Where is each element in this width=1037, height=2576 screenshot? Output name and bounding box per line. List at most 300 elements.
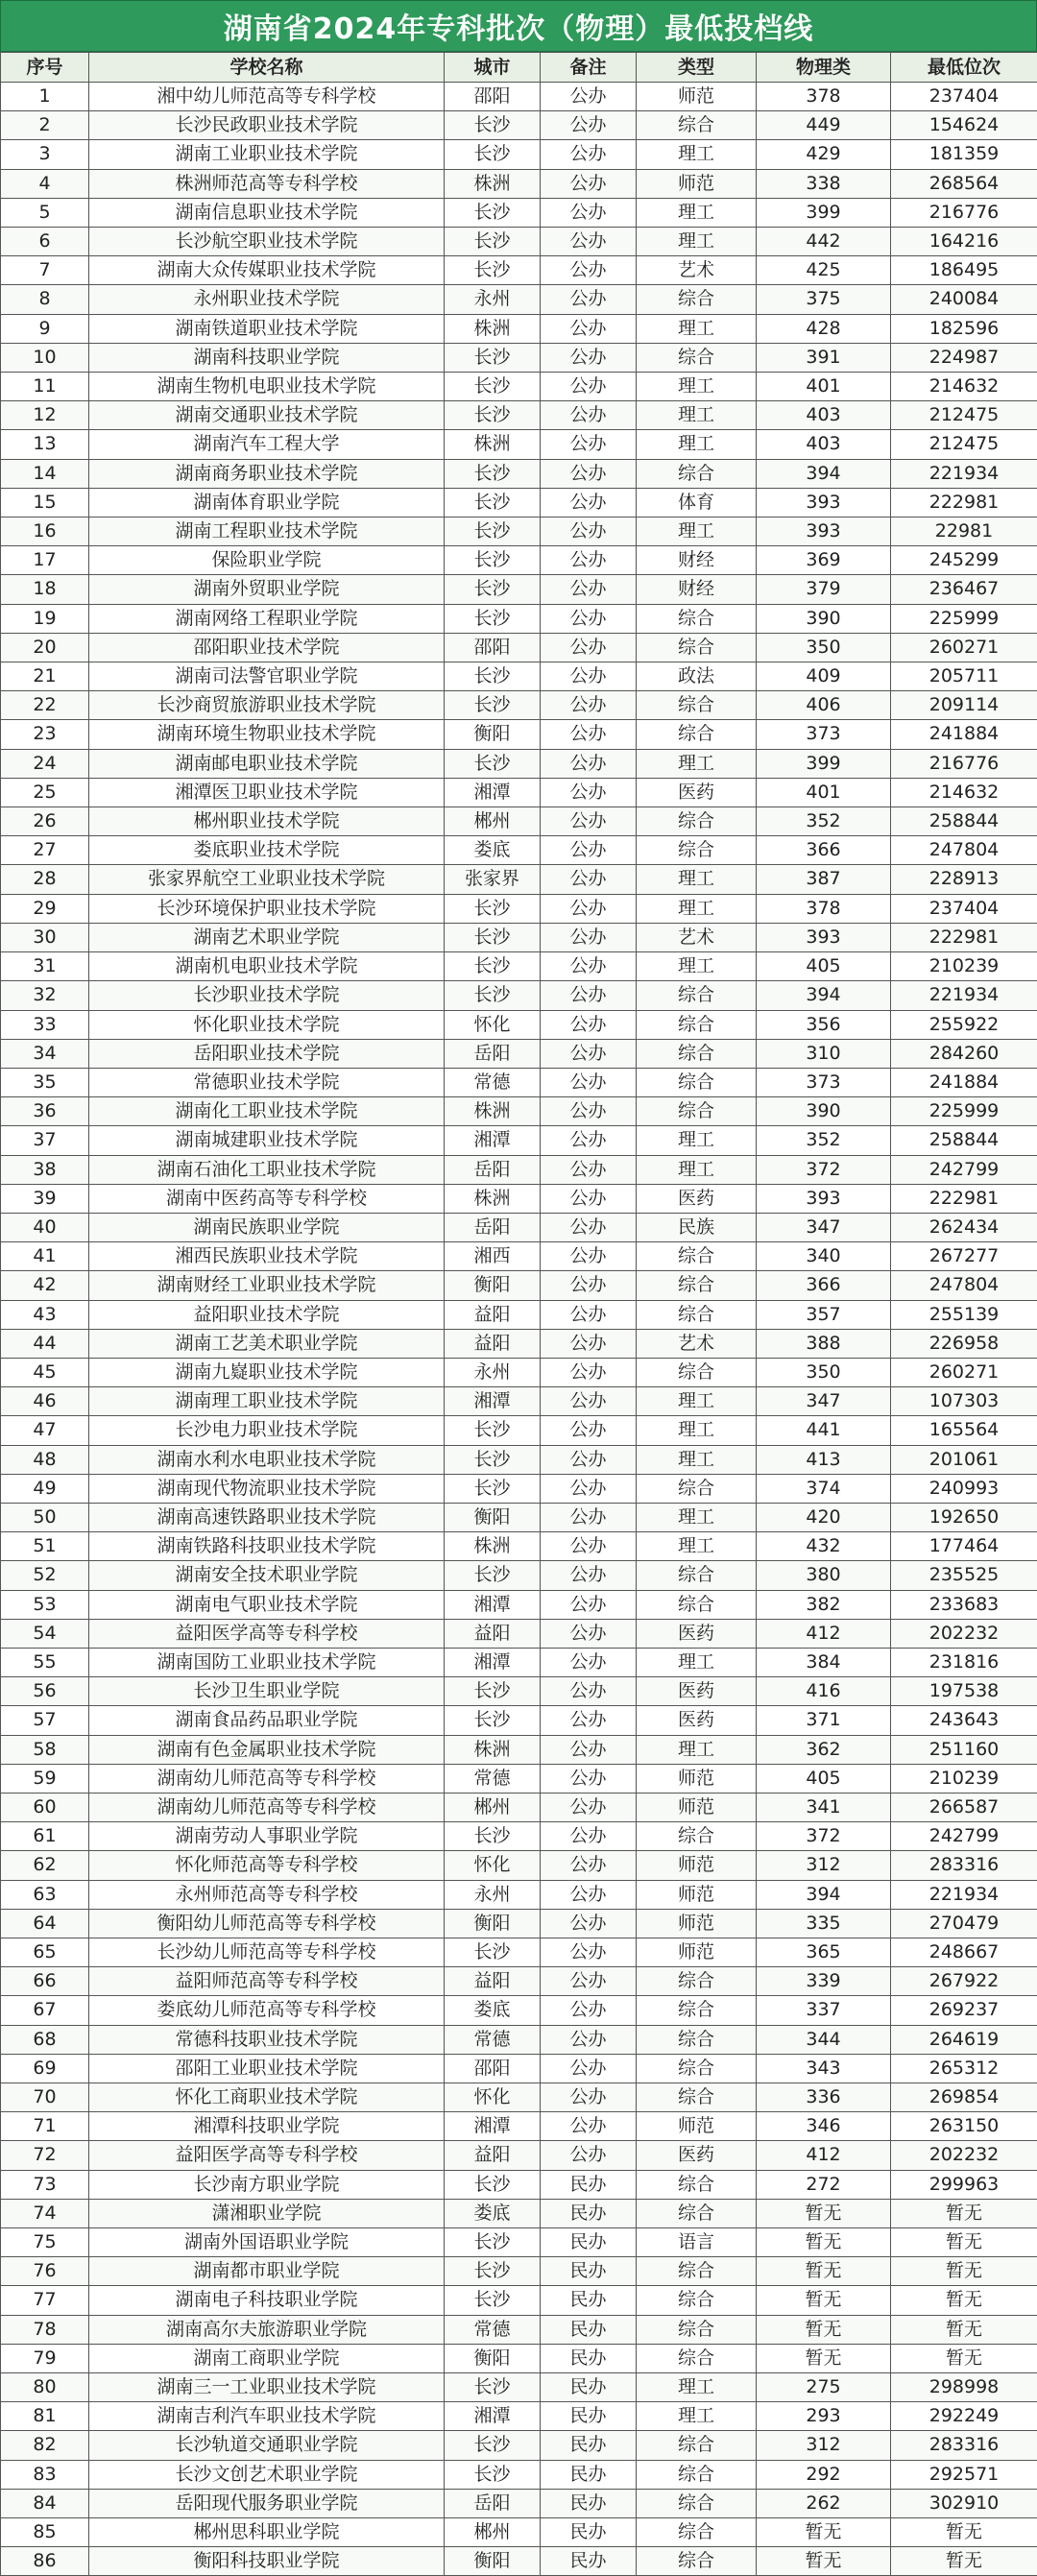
cell-city: 长沙 xyxy=(445,981,541,1010)
cell-type: 理工 xyxy=(637,1503,757,1531)
cell-index: 32 xyxy=(1,981,89,1010)
cell-note: 民办 xyxy=(541,2344,637,2372)
cell-school: 湖南工商职业学院 xyxy=(89,2344,445,2372)
cell-city: 怀化 xyxy=(445,1010,541,1039)
cell-physics-score: 312 xyxy=(757,2431,891,2460)
cell-physics-score: 366 xyxy=(757,836,891,865)
cell-city: 湘潭 xyxy=(445,778,541,807)
cell-physics-score: 390 xyxy=(757,1097,891,1126)
cell-min-rank: 251160 xyxy=(891,1735,1037,1764)
cell-city: 长沙 xyxy=(445,546,541,575)
cell-min-rank: 260271 xyxy=(891,633,1037,662)
cell-index: 12 xyxy=(1,401,89,430)
cell-type: 艺术 xyxy=(637,1329,757,1358)
table-row xyxy=(1,1242,1037,1271)
cell-note: 公办 xyxy=(541,1793,637,1821)
cell-type: 理工 xyxy=(637,2402,757,2431)
table-row xyxy=(1,518,1037,546)
table-row xyxy=(1,343,1037,372)
cell-index: 13 xyxy=(1,430,89,459)
cell-school: 邵阳职业技术学院 xyxy=(89,633,445,662)
cell-min-rank: 269854 xyxy=(891,2083,1037,2112)
cell-school: 湖南艺术职业学院 xyxy=(89,923,445,951)
cell-note: 公办 xyxy=(541,2112,637,2141)
cell-note: 公办 xyxy=(541,1329,637,1358)
cell-city: 常德 xyxy=(445,2025,541,2054)
cell-min-rank: 233683 xyxy=(891,1590,1037,1619)
cell-school: 湖南电子科技职业学院 xyxy=(89,2286,445,2315)
table-row xyxy=(1,2083,1037,2112)
table-row xyxy=(1,459,1037,488)
cell-min-rank: 247804 xyxy=(891,836,1037,865)
cell-physics-score: 393 xyxy=(757,518,891,546)
cell-school: 长沙文创艺术职业学院 xyxy=(89,2460,445,2489)
cell-school: 湖南理工职业技术学院 xyxy=(89,1387,445,1416)
cell-school: 湖南工业职业技术学院 xyxy=(89,140,445,169)
cell-physics-score: 暂无 xyxy=(757,2315,891,2344)
cell-physics-score: 372 xyxy=(757,1822,891,1851)
cell-min-rank: 242799 xyxy=(891,1822,1037,1851)
cell-type: 理工 xyxy=(637,1648,757,1676)
cell-index: 22 xyxy=(1,691,89,720)
cell-city: 长沙 xyxy=(445,1561,541,1590)
cell-index: 41 xyxy=(1,1242,89,1271)
cell-city: 长沙 xyxy=(445,2257,541,2286)
cell-physics-score: 429 xyxy=(757,140,891,169)
cell-physics-score: 432 xyxy=(757,1532,891,1561)
cell-type: 综合 xyxy=(637,1967,757,1996)
cell-min-rank: 292249 xyxy=(891,2402,1037,2431)
cell-index: 11 xyxy=(1,373,89,401)
cell-min-rank: 182596 xyxy=(891,314,1037,343)
table-row xyxy=(1,83,1037,111)
cell-city: 衡阳 xyxy=(445,1503,541,1531)
table-row xyxy=(1,198,1037,227)
cell-min-rank: 221934 xyxy=(891,981,1037,1010)
cell-type: 理工 xyxy=(637,1126,757,1155)
cell-city: 衡阳 xyxy=(445,1909,541,1938)
cell-type: 综合 xyxy=(637,1561,757,1590)
cell-school: 湖南外贸职业学院 xyxy=(89,575,445,604)
table-row xyxy=(1,1648,1037,1676)
cell-note: 公办 xyxy=(541,401,637,430)
cell-min-rank: 298998 xyxy=(891,2373,1037,2402)
cell-type: 综合 xyxy=(637,2431,757,2460)
cell-physics-score: 275 xyxy=(757,2373,891,2402)
cell-school: 湖南九嶷职业技术学院 xyxy=(89,1358,445,1386)
cell-city: 张家界 xyxy=(445,865,541,894)
cell-min-rank: 255139 xyxy=(891,1300,1037,1329)
cell-school: 湖南安全技术职业学院 xyxy=(89,1561,445,1590)
cell-min-rank: 260271 xyxy=(891,1358,1037,1386)
cell-school: 湖南幼儿师范高等专科学校 xyxy=(89,1793,445,1821)
cell-index: 50 xyxy=(1,1503,89,1531)
cell-index: 82 xyxy=(1,2431,89,2460)
cell-note: 民办 xyxy=(541,2489,637,2517)
cell-note: 公办 xyxy=(541,1445,637,1474)
cell-type: 师范 xyxy=(637,169,757,198)
cell-type: 综合 xyxy=(637,633,757,662)
cell-index: 59 xyxy=(1,1764,89,1793)
cell-index: 42 xyxy=(1,1271,89,1300)
table-row xyxy=(1,1416,1037,1445)
cell-city: 怀化 xyxy=(445,1851,541,1880)
cell-index: 34 xyxy=(1,1039,89,1068)
cell-type: 艺术 xyxy=(637,923,757,951)
cell-note: 公办 xyxy=(541,1184,637,1213)
table-row xyxy=(1,923,1037,951)
cell-index: 83 xyxy=(1,2460,89,2489)
cell-min-rank: 164216 xyxy=(891,228,1037,256)
table-row xyxy=(1,314,1037,343)
cell-city: 郴州 xyxy=(445,807,541,836)
cell-city: 长沙 xyxy=(445,2373,541,2402)
table-row xyxy=(1,401,1037,430)
cell-note: 公办 xyxy=(541,314,637,343)
cell-school: 长沙轨道交通职业学院 xyxy=(89,2431,445,2460)
table-row xyxy=(1,1590,1037,1619)
cell-index: 16 xyxy=(1,518,89,546)
cell-index: 70 xyxy=(1,2083,89,2112)
cell-city: 长沙 xyxy=(445,2460,541,2489)
cell-city: 怀化 xyxy=(445,2083,541,2112)
cell-type: 理工 xyxy=(637,140,757,169)
cell-note: 公办 xyxy=(541,2054,637,2082)
cell-min-rank: 235525 xyxy=(891,1561,1037,1590)
cell-note: 公办 xyxy=(541,2141,637,2170)
cell-type: 综合 xyxy=(637,2489,757,2517)
cell-index: 23 xyxy=(1,720,89,749)
table-row xyxy=(1,285,1037,314)
cell-note: 公办 xyxy=(541,575,637,604)
cell-school: 湖南司法警官职业学院 xyxy=(89,662,445,691)
cell-city: 株洲 xyxy=(445,430,541,459)
cell-type: 综合 xyxy=(637,2054,757,2082)
cell-physics-score: 382 xyxy=(757,1590,891,1619)
cell-city: 株洲 xyxy=(445,1532,541,1561)
cell-city: 益阳 xyxy=(445,1300,541,1329)
cell-min-rank: 255922 xyxy=(891,1010,1037,1039)
cell-note: 公办 xyxy=(541,140,637,169)
cell-min-rank: 192650 xyxy=(891,1503,1037,1531)
cell-school: 湖南铁道职业技术学院 xyxy=(89,314,445,343)
table-row xyxy=(1,662,1037,691)
cell-type: 艺术 xyxy=(637,256,757,285)
cell-city: 常德 xyxy=(445,2315,541,2344)
cell-note: 公办 xyxy=(541,894,637,923)
cell-note: 公办 xyxy=(541,1387,637,1416)
cell-physics-score: 310 xyxy=(757,1039,891,1068)
cell-city: 衡阳 xyxy=(445,1271,541,1300)
cell-city: 长沙 xyxy=(445,2170,541,2199)
table-row xyxy=(1,2199,1037,2227)
cell-index: 68 xyxy=(1,2025,89,2054)
cell-note: 公办 xyxy=(541,1967,637,1996)
cell-city: 湘西 xyxy=(445,1242,541,1271)
cell-physics-score: 暂无 xyxy=(757,2547,891,2576)
cell-type: 理工 xyxy=(637,749,757,778)
cell-school: 湖南体育职业学院 xyxy=(89,488,445,517)
table-row xyxy=(1,691,1037,720)
table-row xyxy=(1,1996,1037,2025)
cell-city: 岳阳 xyxy=(445,1213,541,1241)
cell-note: 公办 xyxy=(541,343,637,372)
table-row xyxy=(1,2228,1037,2257)
table-row xyxy=(1,2402,1037,2431)
cell-type: 综合 xyxy=(637,1039,757,1068)
cell-index: 51 xyxy=(1,1532,89,1561)
cell-note: 公办 xyxy=(541,952,637,981)
cell-school: 湖南有色金属职业技术学院 xyxy=(89,1735,445,1764)
cell-min-rank: 214632 xyxy=(891,778,1037,807)
table-row xyxy=(1,1097,1037,1126)
cell-min-rank: 暂无 xyxy=(891,2518,1037,2547)
cell-note: 民办 xyxy=(541,2518,637,2547)
cell-note: 公办 xyxy=(541,1561,637,1590)
cell-index: 37 xyxy=(1,1126,89,1155)
cell-index: 49 xyxy=(1,1474,89,1503)
cell-city: 益阳 xyxy=(445,2141,541,2170)
cell-school: 株洲师范高等专科学校 xyxy=(89,169,445,198)
cell-type: 理工 xyxy=(637,228,757,256)
cell-min-rank: 224987 xyxy=(891,343,1037,372)
cell-type: 师范 xyxy=(637,1764,757,1793)
cell-school: 娄底幼儿师范高等专科学校 xyxy=(89,1996,445,2025)
cell-min-rank: 210239 xyxy=(891,1764,1037,1793)
table-row xyxy=(1,1735,1037,1764)
table-row xyxy=(1,865,1037,894)
cell-physics-score: 344 xyxy=(757,2025,891,2054)
cell-school: 长沙电力职业技术学院 xyxy=(89,1416,445,1445)
cell-physics-score: 399 xyxy=(757,198,891,227)
cell-city: 株洲 xyxy=(445,1735,541,1764)
cell-note: 民办 xyxy=(541,2257,637,2286)
cell-index: 33 xyxy=(1,1010,89,1039)
cell-physics-score: 暂无 xyxy=(757,2344,891,2372)
cell-type: 综合 xyxy=(637,981,757,1010)
cell-city: 长沙 xyxy=(445,691,541,720)
table-row xyxy=(1,952,1037,981)
cell-index: 20 xyxy=(1,633,89,662)
cell-min-rank: 236467 xyxy=(891,575,1037,604)
cell-min-rank: 243643 xyxy=(891,1706,1037,1735)
cell-min-rank: 暂无 xyxy=(891,2199,1037,2227)
cell-min-rank: 266587 xyxy=(891,1793,1037,1821)
cell-school: 湖南商务职业技术学院 xyxy=(89,459,445,488)
cell-type: 政法 xyxy=(637,662,757,691)
cell-index: 36 xyxy=(1,1097,89,1126)
cell-type: 理工 xyxy=(637,198,757,227)
cell-index: 45 xyxy=(1,1358,89,1386)
cell-note: 民办 xyxy=(541,2373,637,2402)
cell-min-rank: 283316 xyxy=(891,2431,1037,2460)
cell-index: 10 xyxy=(1,343,89,372)
table-row xyxy=(1,604,1037,633)
cell-school: 永州职业技术学院 xyxy=(89,285,445,314)
cell-index: 1 xyxy=(1,83,89,111)
page-title: 湖南省2024年专科批次（物理）最低投档线 xyxy=(0,0,1037,52)
table-row xyxy=(1,140,1037,169)
cell-physics-score: 405 xyxy=(757,952,891,981)
cell-type: 理工 xyxy=(637,865,757,894)
cell-note: 公办 xyxy=(541,1271,637,1300)
cell-type: 理工 xyxy=(637,952,757,981)
cell-physics-score: 442 xyxy=(757,228,891,256)
cell-school: 湖南高速铁路职业技术学院 xyxy=(89,1503,445,1531)
cell-note: 公办 xyxy=(541,228,637,256)
table-row xyxy=(1,1880,1037,1909)
cell-min-rank: 暂无 xyxy=(891,2315,1037,2344)
table-row xyxy=(1,2054,1037,2082)
cell-physics-score: 暂无 xyxy=(757,2518,891,2547)
cell-physics-score: 412 xyxy=(757,2141,891,2170)
cell-city: 长沙 xyxy=(445,894,541,923)
cell-index: 76 xyxy=(1,2257,89,2286)
cell-type: 综合 xyxy=(637,1271,757,1300)
table-row xyxy=(1,1503,1037,1531)
cell-city: 长沙 xyxy=(445,1445,541,1474)
cell-physics-score: 394 xyxy=(757,1880,891,1909)
cell-school: 湖南国防工业职业技术学院 xyxy=(89,1648,445,1676)
cell-note: 公办 xyxy=(541,1010,637,1039)
cell-physics-score: 362 xyxy=(757,1735,891,1764)
cell-index: 31 xyxy=(1,952,89,981)
cell-city: 长沙 xyxy=(445,604,541,633)
cell-physics-score: 暂无 xyxy=(757,2257,891,2286)
table-body xyxy=(1,83,1037,2576)
cell-note: 民办 xyxy=(541,2431,637,2460)
cell-physics-score: 343 xyxy=(757,2054,891,2082)
table-row xyxy=(1,2547,1037,2576)
cell-min-rank: 237404 xyxy=(891,894,1037,923)
table-row xyxy=(1,2431,1037,2460)
cell-school: 湖南都市职业学院 xyxy=(89,2257,445,2286)
cell-type: 理工 xyxy=(637,430,757,459)
table-row xyxy=(1,1474,1037,1503)
cell-note: 民办 xyxy=(541,2547,637,2576)
table-row xyxy=(1,981,1037,1010)
cell-physics-score: 340 xyxy=(757,1242,891,1271)
cell-note: 公办 xyxy=(541,1097,637,1126)
cell-physics-score: 262 xyxy=(757,2489,891,2517)
table-row xyxy=(1,1532,1037,1561)
cell-index: 58 xyxy=(1,1735,89,1764)
cell-index: 8 xyxy=(1,285,89,314)
cell-note: 公办 xyxy=(541,430,637,459)
cell-school: 长沙环境保护职业技术学院 xyxy=(89,894,445,923)
cell-note: 公办 xyxy=(541,1590,637,1619)
cell-physics-score: 347 xyxy=(757,1387,891,1416)
cell-type: 理工 xyxy=(637,518,757,546)
cell-school: 娄底职业技术学院 xyxy=(89,836,445,865)
cell-city: 长沙 xyxy=(445,2431,541,2460)
cell-physics-score: 338 xyxy=(757,169,891,198)
cell-index: 77 xyxy=(1,2286,89,2315)
cell-index: 67 xyxy=(1,1996,89,2025)
table-row xyxy=(1,1793,1037,1821)
cell-min-rank: 212475 xyxy=(891,401,1037,430)
cell-city: 常德 xyxy=(445,1764,541,1793)
cell-physics-score: 372 xyxy=(757,1155,891,1184)
table-row xyxy=(1,1764,1037,1793)
cell-min-rank: 165564 xyxy=(891,1416,1037,1445)
cell-type: 理工 xyxy=(637,2373,757,2402)
cell-note: 公办 xyxy=(541,981,637,1010)
cell-physics-score: 428 xyxy=(757,314,891,343)
cell-index: 55 xyxy=(1,1648,89,1676)
cell-note: 公办 xyxy=(541,1677,637,1706)
cell-min-rank: 154624 xyxy=(891,111,1037,140)
cell-index: 86 xyxy=(1,2547,89,2576)
table-row xyxy=(1,2141,1037,2170)
cell-index: 54 xyxy=(1,1619,89,1648)
cell-type: 综合 xyxy=(637,807,757,836)
cell-note: 民办 xyxy=(541,2199,637,2227)
cell-physics-score: 352 xyxy=(757,1126,891,1155)
cell-physics-score: 347 xyxy=(757,1213,891,1241)
cell-index: 2 xyxy=(1,111,89,140)
cell-school: 湖南高尔夫旅游职业学院 xyxy=(89,2315,445,2344)
cell-city: 长沙 xyxy=(445,952,541,981)
cell-note: 公办 xyxy=(541,1764,637,1793)
cell-type: 医药 xyxy=(637,1619,757,1648)
cell-type: 语言 xyxy=(637,2228,757,2257)
table-row xyxy=(1,2025,1037,2054)
cell-min-rank: 暂无 xyxy=(891,2547,1037,2576)
cell-city: 长沙 xyxy=(445,1677,541,1706)
cell-type: 综合 xyxy=(637,343,757,372)
table-row xyxy=(1,256,1037,285)
cell-city: 湘潭 xyxy=(445,1126,541,1155)
cell-city: 湘潭 xyxy=(445,1590,541,1619)
cell-school: 湖南水利水电职业技术学院 xyxy=(89,1445,445,1474)
cell-city: 长沙 xyxy=(445,343,541,372)
table-row xyxy=(1,575,1037,604)
cell-physics-score: 350 xyxy=(757,1358,891,1386)
table-row xyxy=(1,546,1037,575)
cell-city: 湘潭 xyxy=(445,1387,541,1416)
cell-min-rank: 暂无 xyxy=(891,2257,1037,2286)
cell-school: 湖南铁路科技职业技术学院 xyxy=(89,1532,445,1561)
cell-school: 湖南食品药品职业学院 xyxy=(89,1706,445,1735)
cell-note: 公办 xyxy=(541,256,637,285)
cell-city: 长沙 xyxy=(445,662,541,691)
cell-min-rank: 221934 xyxy=(891,459,1037,488)
cell-note: 公办 xyxy=(541,778,637,807)
cell-city: 长沙 xyxy=(445,1474,541,1503)
cell-index: 69 xyxy=(1,2054,89,2082)
cell-note: 民办 xyxy=(541,2228,637,2257)
cell-note: 公办 xyxy=(541,662,637,691)
cell-city: 湘潭 xyxy=(445,2112,541,2141)
cell-physics-score: 293 xyxy=(757,2402,891,2431)
cell-physics-score: 371 xyxy=(757,1706,891,1735)
table-row xyxy=(1,2460,1037,2489)
cell-type: 理工 xyxy=(637,1155,757,1184)
cell-note: 公办 xyxy=(541,1242,637,1271)
cell-min-rank: 212475 xyxy=(891,430,1037,459)
cell-index: 47 xyxy=(1,1416,89,1445)
cell-physics-score: 416 xyxy=(757,1677,891,1706)
cell-city: 邵阳 xyxy=(445,2054,541,2082)
cell-physics-score: 335 xyxy=(757,1909,891,1938)
cell-min-rank: 225999 xyxy=(891,604,1037,633)
cell-city: 衡阳 xyxy=(445,2547,541,2576)
cell-school: 湖南信息职业技术学院 xyxy=(89,198,445,227)
table-row xyxy=(1,807,1037,836)
table-row xyxy=(1,2315,1037,2344)
cell-min-rank: 186495 xyxy=(891,256,1037,285)
